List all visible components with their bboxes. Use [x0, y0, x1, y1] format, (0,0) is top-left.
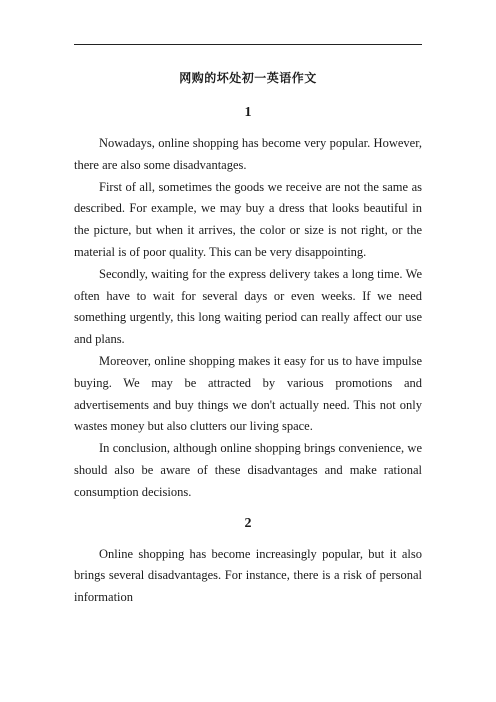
document-title: 网购的坏处初一英语作文 [179, 71, 317, 85]
document-body [74, 68, 422, 609]
essay-section-1 [74, 103, 422, 504]
paragraph: In conclusion, although online shopping brings convenience, we should also be aware of these disadvantages and make rational consumption decisions. [74, 441, 422, 499]
paragraph: First of all, sometimes the goods we receive are not the same as described. For example, we may buy a dress that looks beautiful in the picture, but when it arrives, the color or size is not right, or the material is of poor quality. This can be very disappointing. [74, 179, 422, 259]
paragraph: Nowadays, online shopping has become very popular. However, there are also some disadvantages. [74, 136, 422, 172]
paragraph: Moreover, online shopping makes it easy for us to have impulse buying. We may be attracted by various promotions and advertisements and buy things we don't actually need. This not only wastes money but also clutters our living space. [74, 353, 422, 434]
paragraph: Secondly, waiting for the express delivery takes a long time. We often have to wait for several days or even weeks. If we need something urgently, this long waiting period can really affect our use and plans. [74, 266, 422, 347]
header-rule [74, 44, 422, 45]
paragraph: Online shopping has become increasingly popular, but it also brings several disadvantages. For instance, there is a risk of personal information [74, 546, 422, 605]
section-number: 1 [244, 105, 252, 120]
essay-section-2 [74, 514, 422, 609]
section-number: 2 [244, 515, 252, 531]
